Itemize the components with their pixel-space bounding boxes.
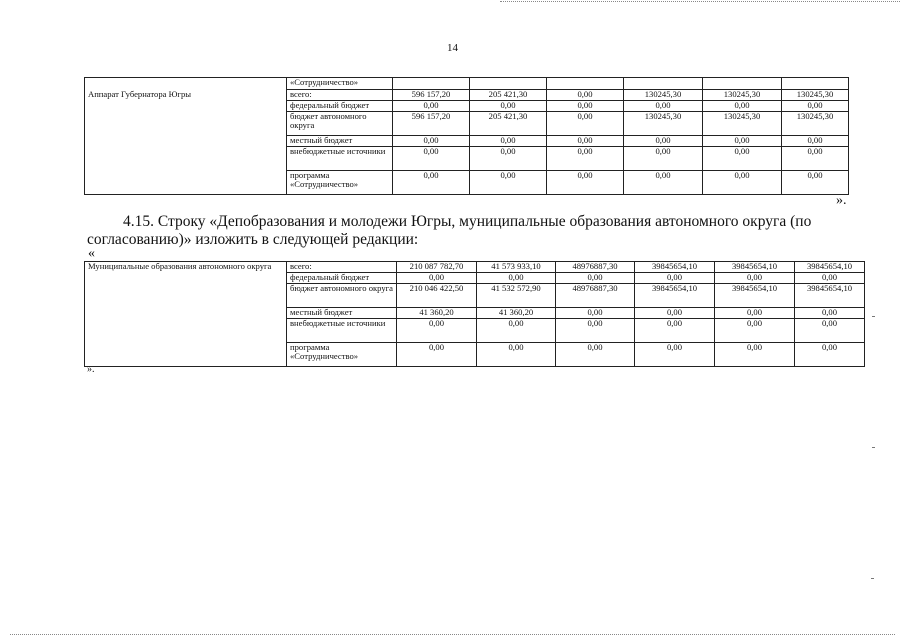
value-cell: 0,00 [635, 273, 715, 284]
value-cell: 48976887,30 [556, 262, 635, 273]
row-label: внебюджетные источники [287, 319, 397, 343]
value-cell: 39845654,10 [715, 262, 795, 273]
value-cell: 41 360,20 [477, 308, 556, 319]
scan-speck [872, 447, 875, 448]
value-cell: 210 046 422,50 [397, 284, 477, 308]
value-cell: 0,00 [703, 171, 782, 195]
row-label: федеральный бюджет [287, 273, 397, 284]
value-cell: 0,00 [556, 308, 635, 319]
value-cell: 0,00 [795, 308, 865, 319]
entity-name: Муниципальные образования автономного округа [85, 262, 287, 367]
value-cell: 0,00 [547, 112, 624, 136]
value-cell: 0,00 [715, 308, 795, 319]
scan-edge-top [500, 1, 900, 2]
value-cell: 41 360,20 [397, 308, 477, 319]
row-label: местный бюджет [287, 136, 393, 147]
value-cell: 0,00 [393, 136, 470, 147]
value-cell: 39845654,10 [795, 284, 865, 308]
value-cell: 0,00 [715, 319, 795, 343]
closing-quote: ». [87, 364, 95, 375]
value-cell: 0,00 [547, 136, 624, 147]
row-label: всего: [287, 262, 397, 273]
scan-edge-bottom [10, 634, 895, 635]
value-cell: 0,00 [635, 343, 715, 367]
value-cell: 0,00 [556, 343, 635, 367]
value-cell: 0,00 [470, 171, 547, 195]
value-cell: 205 421,30 [470, 112, 547, 136]
value-cell: 0,00 [624, 101, 703, 112]
value-cell: 130245,30 [703, 112, 782, 136]
value-cell: 0,00 [556, 273, 635, 284]
value-cell: 39845654,10 [635, 262, 715, 273]
value-cell: 0,00 [782, 171, 849, 195]
value-cell: 130245,30 [624, 90, 703, 101]
value-cell: 48976887,30 [556, 284, 635, 308]
paragraph-line-2: согласованию)» изложить в следующей редакции: [87, 231, 419, 248]
row-label: бюджет автономного округа [287, 284, 397, 308]
value-cell: 39845654,10 [715, 284, 795, 308]
table-row [85, 90, 849, 101]
value-cell: 205 421,30 [470, 90, 547, 101]
page-number: 14 [447, 42, 458, 54]
value-cell: 41 573 933,10 [477, 262, 556, 273]
value-cell: 0,00 [393, 147, 470, 171]
value-cell: 0,00 [635, 319, 715, 343]
table-row [85, 78, 849, 90]
value-cell: 0,00 [782, 101, 849, 112]
row-label: федеральный бюджет [287, 101, 393, 112]
scan-speck [872, 316, 875, 317]
value-cell: 130245,30 [782, 112, 849, 136]
entity-cell-empty [85, 78, 287, 90]
value-cell: 0,00 [470, 136, 547, 147]
row-label: программа «Сотрудничество» [287, 171, 393, 195]
value-cell: 130245,30 [624, 112, 703, 136]
budget-table-governor-office [84, 77, 849, 195]
entity-name: Аппарат Губернатора Югры [85, 90, 287, 195]
value-cell: 0,00 [397, 319, 477, 343]
value-cell: 0,00 [556, 319, 635, 343]
value-cell: 596 157,20 [393, 112, 470, 136]
row-label: всего: [287, 90, 393, 101]
row-label: внебюджетные источники [287, 147, 393, 171]
value-cell: 0,00 [393, 171, 470, 195]
value-cell: 0,00 [795, 319, 865, 343]
value-cell: 0,00 [624, 136, 703, 147]
closing-quote: ». [836, 193, 847, 208]
value-cell: 210 087 782,70 [397, 262, 477, 273]
value-cell: 0,00 [782, 136, 849, 147]
value-cell: 41 532 572,90 [477, 284, 556, 308]
opening-quote: « [88, 246, 95, 261]
value-cell: 39845654,10 [635, 284, 715, 308]
paragraph-line-1: 4.15. Строку «Депобразования и молодежи Югры, муниципальные образования автономного округа (по [123, 213, 812, 230]
value-cell: 0,00 [795, 343, 865, 367]
value-cell: 0,00 [547, 101, 624, 112]
value-cell: 130245,30 [782, 90, 849, 101]
value-cell: 0,00 [477, 343, 556, 367]
value-cell: 0,00 [703, 136, 782, 147]
value-cell: 0,00 [624, 147, 703, 171]
value-cell: 0,00 [715, 343, 795, 367]
value-cell: 0,00 [703, 101, 782, 112]
value-cell: 0,00 [477, 273, 556, 284]
value-cell: 0,00 [547, 147, 624, 171]
row-label: программа «Сотрудничество» [287, 343, 397, 367]
table-row [85, 262, 865, 273]
budget-table-municipalities [84, 261, 865, 367]
scan-speck [871, 578, 874, 579]
value-cell: 0,00 [393, 101, 470, 112]
value-cell: 0,00 [795, 273, 865, 284]
value-cell: 0,00 [470, 101, 547, 112]
row-label: местный бюджет [287, 308, 397, 319]
value-cell: 130245,30 [703, 90, 782, 101]
row-label: бюджет автономного округа [287, 112, 393, 136]
value-cell: 39845654,10 [795, 262, 865, 273]
value-cell: 0,00 [624, 171, 703, 195]
value-cell: 0,00 [547, 90, 624, 101]
value-cell: 0,00 [782, 147, 849, 171]
value-cell: 596 157,20 [393, 90, 470, 101]
value-cell: 0,00 [477, 319, 556, 343]
value-cell: 0,00 [547, 171, 624, 195]
value-cell: 0,00 [703, 147, 782, 171]
value-cell: 0,00 [715, 273, 795, 284]
value-cell: 0,00 [397, 343, 477, 367]
value-cell: 0,00 [635, 308, 715, 319]
row-label: «Сотрудничество» [287, 78, 393, 90]
value-cell: 0,00 [470, 147, 547, 171]
value-cell: 0,00 [397, 273, 477, 284]
